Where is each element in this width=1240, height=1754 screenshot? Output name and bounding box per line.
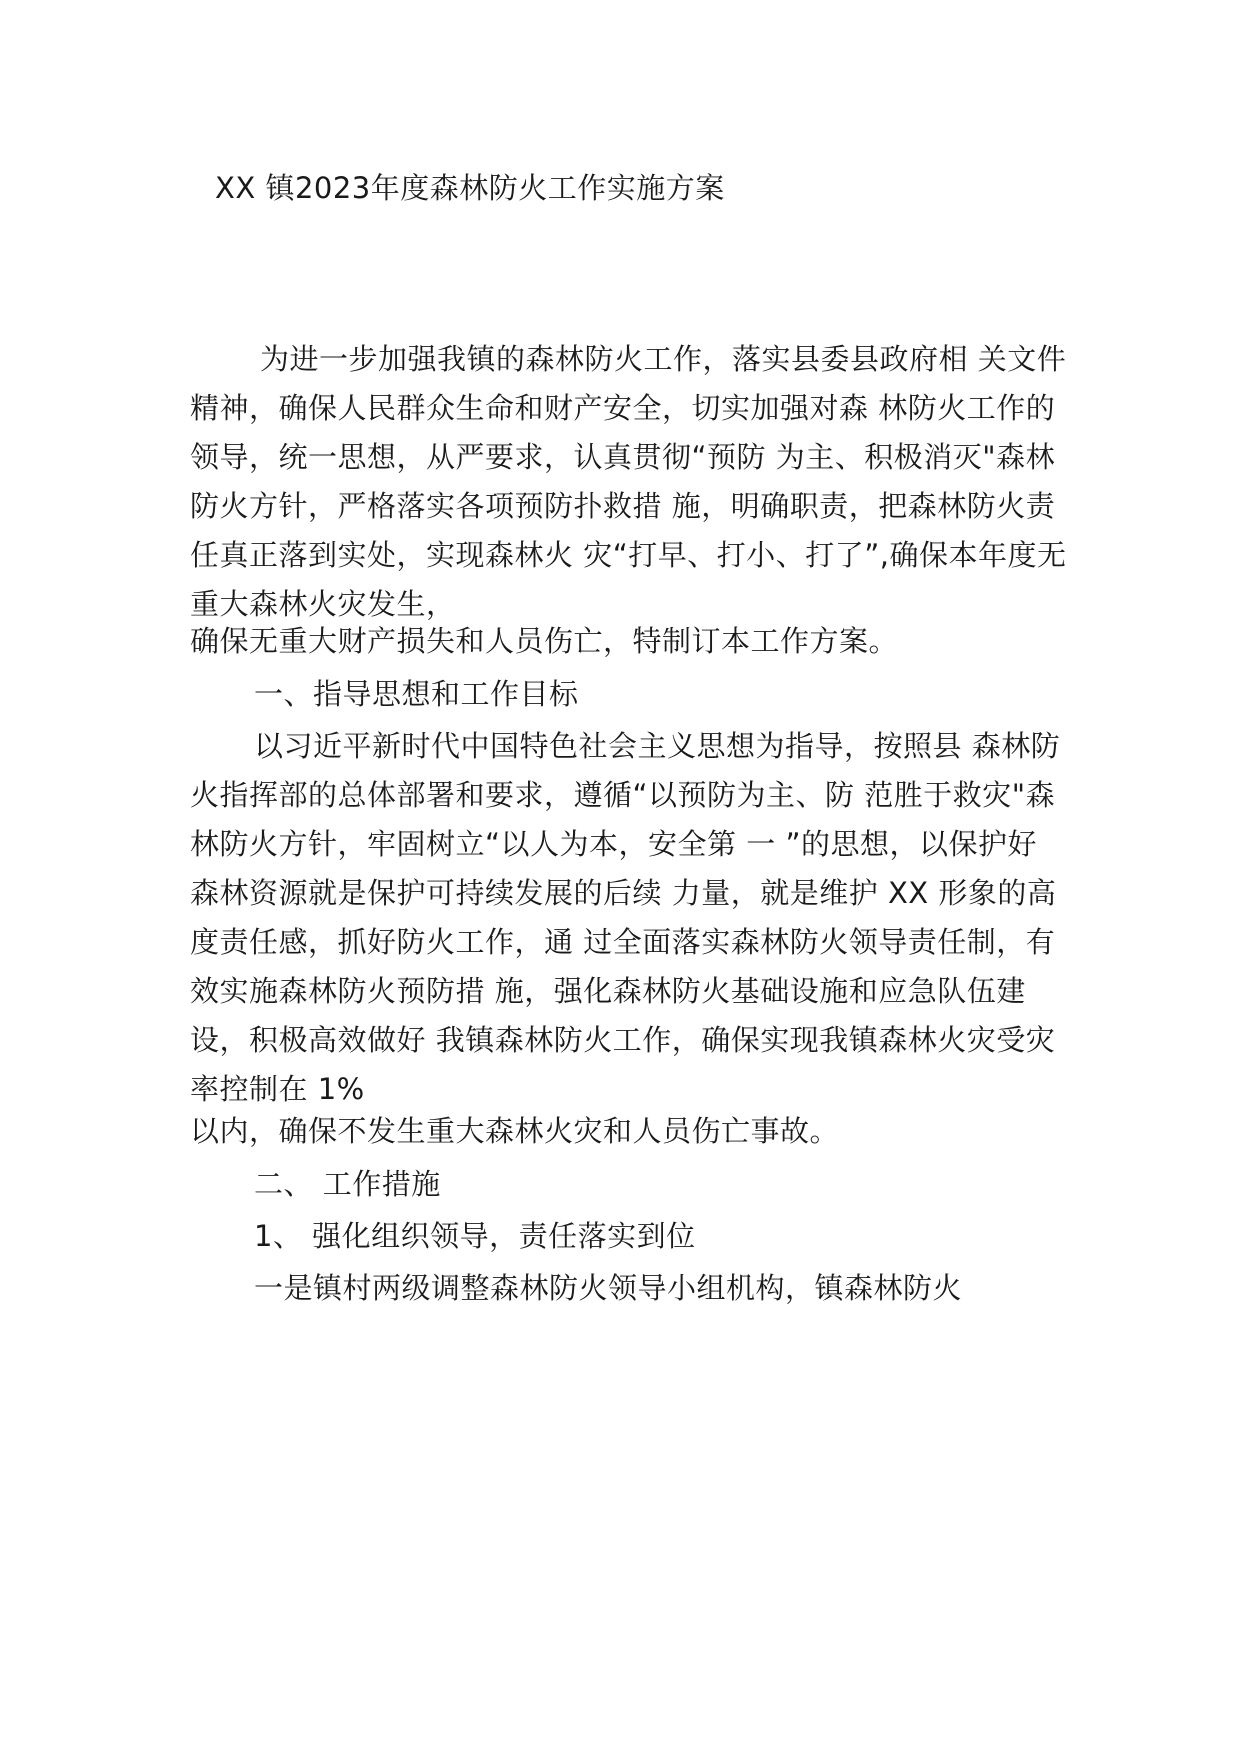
intro-line-3: 领导，统一思想，从严要求，认真贯彻“预防 为主、积极消灭"森林 (190, 440, 1056, 474)
intro-line-1: 为进一步加强我镇的森林防火工作，落实县委县政府相 关文件 (260, 342, 1067, 376)
document-title: XX 镇2023年度森林防火工作实施方案 (215, 171, 725, 205)
section1-tail-line: 以内，确保不发生重大森林火灾和人员伤亡事故。 (190, 1114, 840, 1148)
intro-line-6: 重大森林火灾发生， (190, 587, 456, 621)
section1-paragraph (190, 722, 1070, 1114)
section1-line-6: 效实施森林防火预防措 施，强化森林防火基础设施和应急队伍建 (190, 974, 1026, 1008)
section1-tail-paragraph (190, 1107, 1070, 1156)
section1-heading-block (190, 670, 1070, 719)
section1-line-5: 度责任感，抓好防火工作，通 过全面落实森林防火领导责任制，有 (190, 925, 1056, 959)
section1-line-2: 火指挥部的总体部署和要求，遵循“以预防为主、防 范胜于救灾"森 (190, 778, 1056, 812)
intro-tail-line: 确保无重大财产损失和人员伤亡，特制订本工作方案。 (190, 624, 899, 658)
intro-line-2: 精神，确保人民群众生命和财产安全，切实加强对森 林防火工作的 (190, 391, 1056, 425)
section1-line-7: 设，积极高效做好 我镇森林防火工作，确保实现我镇森林火灾受灾 (190, 1023, 1056, 1057)
section1-heading: 一、指导思想和工作目标 (254, 677, 579, 711)
intro-line-4: 防火方针，严格落实各项预防扑救措 施，明确职责，把森林防火责 (190, 489, 1056, 523)
intro-line-5: 任真正落到实处，实现森林火 灾“打早、打小、打了”,确保本年度无 (190, 538, 1067, 572)
intro-paragraph (190, 335, 1070, 629)
subsection1-paragraph (190, 1264, 1070, 1313)
subsection1-line-1: 一是镇村两级调整森林防火领导小组机构，镇森林防火 (254, 1271, 963, 1305)
section1-line-4: 森林资源就是保护可持续发展的后续 力量，就是维护 XX 形象的高 (190, 876, 1057, 910)
subsection1-heading-block (190, 1212, 1070, 1261)
section1-line-1: 以习近平新时代中国特色社会主义思想为指导，按照县 森林防 (254, 729, 1061, 763)
section2-heading: 二、 工作措施 (254, 1167, 441, 1201)
section1-line-8: 率控制在 1% (190, 1072, 365, 1106)
intro-tail-paragraph (190, 617, 1070, 666)
section1-line-3: 林防火方针，牢固树立“以人为本，安全第 一 ”的思想，以保护好 (190, 827, 1037, 861)
subsection1-heading: 1、 强化组织领导，责任落实到位 (254, 1219, 696, 1253)
section2-heading-block (190, 1160, 1070, 1209)
